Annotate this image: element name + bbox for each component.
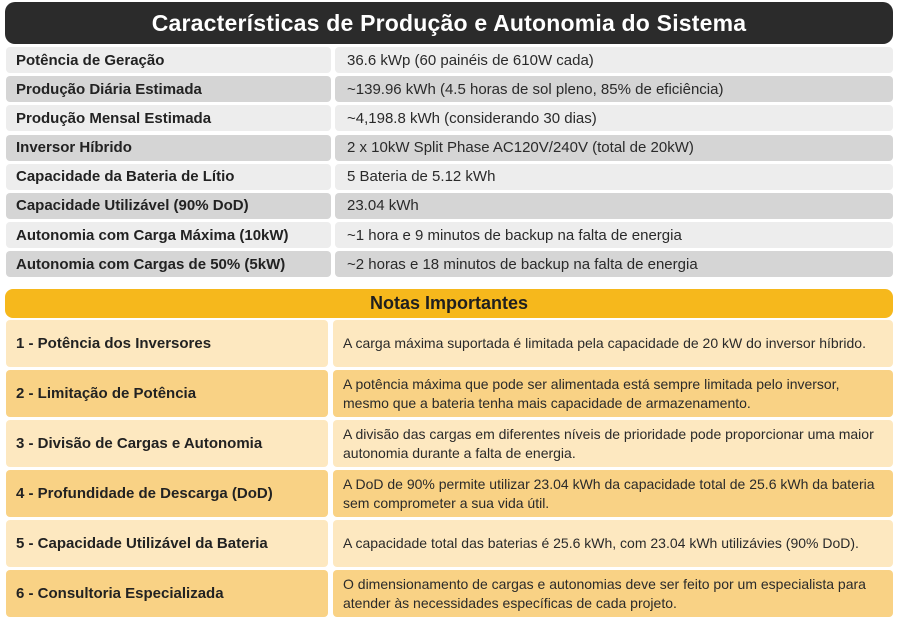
- spec-value: 2 x 10kW Split Phase AC120V/240V (total de 20kW): [335, 135, 893, 161]
- note-text: A divisão das cargas em diferentes níveis de prioridade pode proporcionar uma maior autonomia durante a falta de energia.: [333, 420, 893, 467]
- spec-label: Inversor Híbrido: [6, 135, 331, 161]
- note-text: A carga máxima suportada é limitada pela capacidade de 20 kW do inversor híbrido.: [333, 320, 893, 367]
- spec-row: [6, 193, 893, 219]
- spec-label: Potência de Geração: [6, 47, 331, 73]
- note-label: 6 - Consultoria Especializada: [6, 570, 328, 617]
- note-label: 4 - Profundidade de Descarga (DoD): [6, 470, 328, 517]
- spec-label: Autonomia com Carga Máxima (10kW): [6, 222, 331, 248]
- spec-label: Capacidade Utilizável (90% DoD): [6, 193, 331, 219]
- spec-row: [6, 251, 893, 277]
- note-text: A DoD de 90% permite utilizar 23.04 kWh da capacidade total de 25.6 kWh da bateria sem comprometer a sua vida útil.: [333, 470, 893, 517]
- spec-label: Produção Mensal Estimada: [6, 105, 331, 131]
- note-label: 5 - Capacidade Utilizável da Bateria: [6, 520, 328, 567]
- spec-value: ~2 horas e 18 minutos de backup na falta de energia: [335, 251, 893, 277]
- note-row: [6, 370, 893, 417]
- note-row: [6, 520, 893, 567]
- note-label: 2 - Limitação de Potência: [6, 370, 328, 417]
- note-row: [6, 570, 893, 617]
- spec-value: ~4,198.8 kWh (considerando 30 dias): [335, 105, 893, 131]
- spec-row: [6, 135, 893, 161]
- notes-heading: Notas Importantes: [5, 289, 893, 318]
- spec-label: Autonomia com Cargas de 50% (5kW): [6, 251, 331, 277]
- note-row: [6, 420, 893, 467]
- spec-row: [6, 105, 893, 131]
- spec-value: 5 Bateria de 5.12 kWh: [335, 164, 893, 190]
- notes-table: [6, 320, 893, 620]
- note-row: [6, 470, 893, 517]
- note-text: A potência máxima que pode ser alimentada está sempre limitada pelo inversor, mesmo que a bateria tenha mais capacidade de armazenamento.: [333, 370, 893, 417]
- spec-value: ~139.96 kWh (4.5 horas de sol pleno, 85% de eficiência): [335, 76, 893, 102]
- spec-row: [6, 76, 893, 102]
- spec-value: 36.6 kWp (60 painéis de 610W cada): [335, 47, 893, 73]
- specs-table: [6, 47, 893, 281]
- spec-value: 23.04 kWh: [335, 193, 893, 219]
- spec-label: Produção Diária Estimada: [6, 76, 331, 102]
- spec-row: [6, 47, 893, 73]
- page-title: Características de Produção e Autonomia do Sistema: [5, 2, 893, 44]
- note-text: A capacidade total das baterias é 25.6 kWh, com 23.04 kWh utilizávies (90% DoD).: [333, 520, 893, 567]
- note-label: 1 - Potência dos Inversores: [6, 320, 328, 367]
- note-label: 3 - Divisão de Cargas e Autonomia: [6, 420, 328, 467]
- spec-value: ~1 hora e 9 minutos de backup na falta de energia: [335, 222, 893, 248]
- spec-label: Capacidade da Bateria de Lítio: [6, 164, 331, 190]
- note-text: O dimensionamento de cargas e autonomias deve ser feito por um especialista para atender às necessidades específicas de cada projeto.: [333, 570, 893, 617]
- spec-row: [6, 164, 893, 190]
- note-row: [6, 320, 893, 367]
- spec-row: [6, 222, 893, 248]
